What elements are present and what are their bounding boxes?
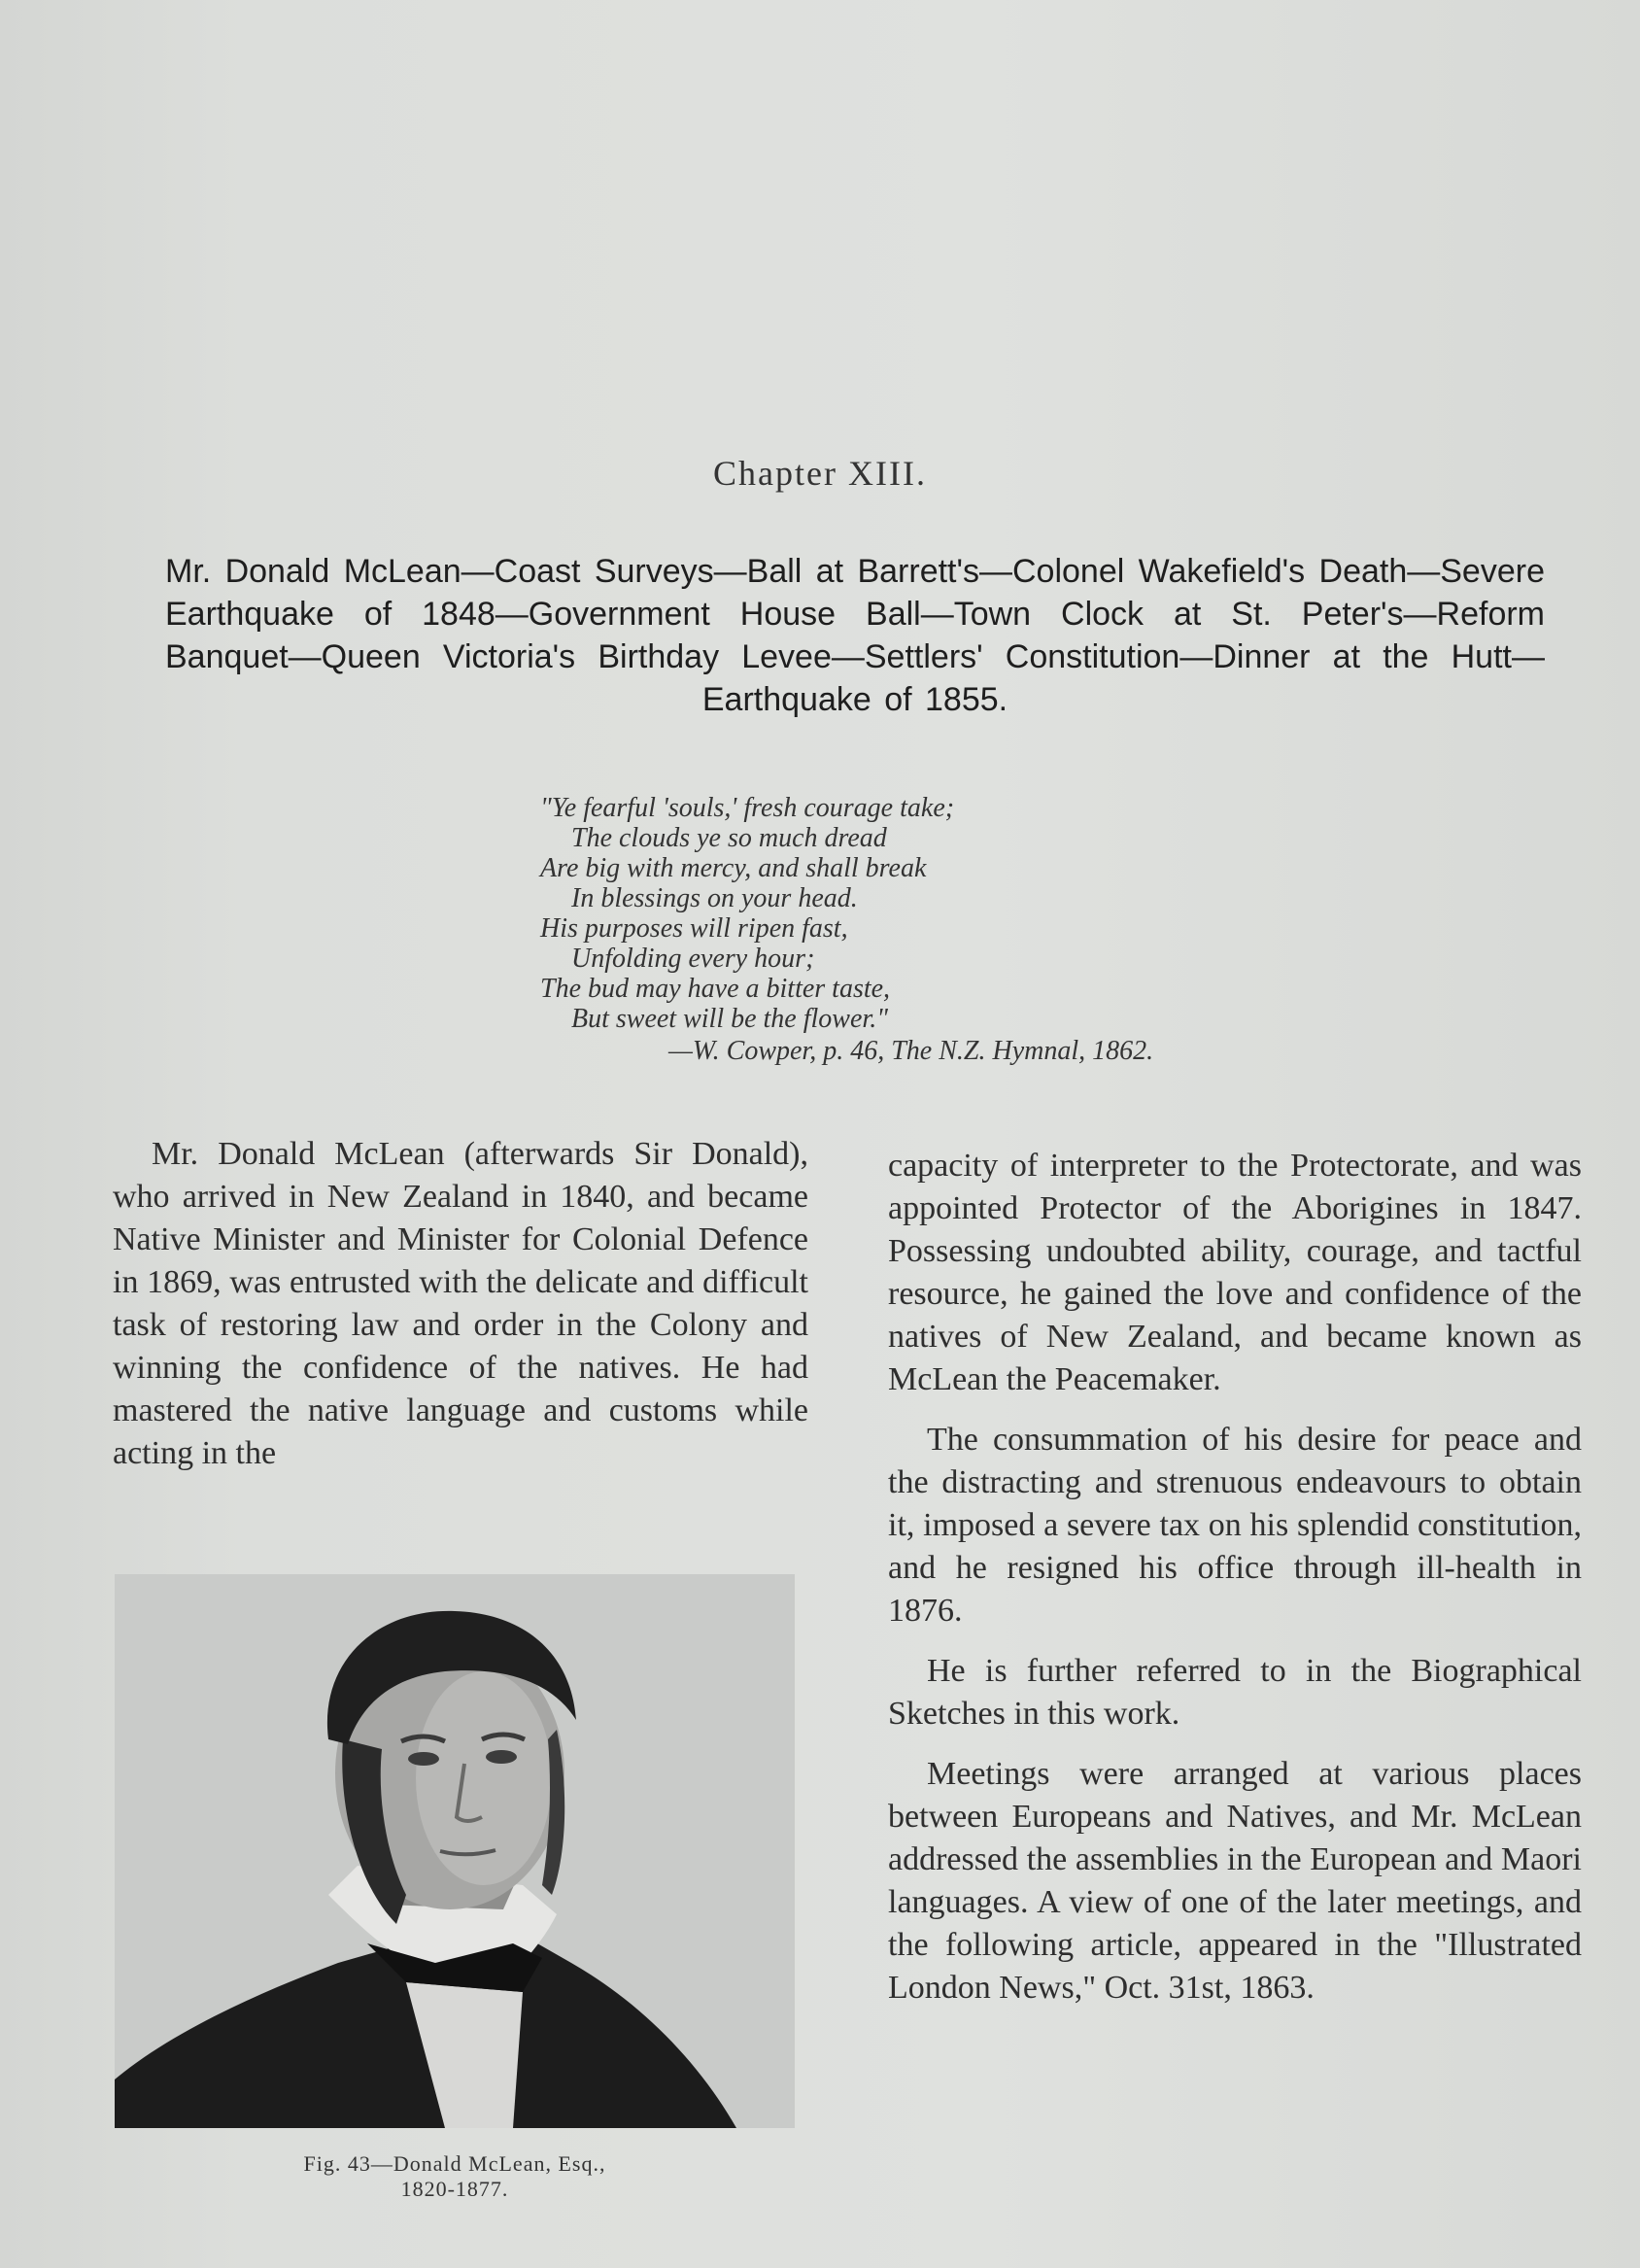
chapter-summary: Mr. Donald McLean—Coast Surveys—Ball at Barrett's—Colonel Wakefield's Death—Severe Earthquake of 1848—Government House Ball—Town Clock at St. Peter's—Reform Banquet—Queen Victoria's Birthday Levee—Settlers' Constitution—Dinner at the Hutt—Earthquake of 1855. xyxy=(165,553,1545,718)
epigraph-line: Unfolding every hour; xyxy=(571,944,815,974)
portrait-image xyxy=(115,1574,795,2128)
epigraph xyxy=(540,793,1337,1066)
chapter-heading: Chapter XIII. xyxy=(713,454,927,493)
epigraph-line: "Ye fearful 'souls,' fresh courage take; xyxy=(540,793,955,823)
body-paragraph: He is further referred to in the Biographical Sketches in this work. xyxy=(888,1653,1582,1732)
epigraph-line: The clouds ye so much dread xyxy=(571,823,887,853)
body-paragraph: Meetings were arranged at various places between Europeans and Natives, and Mr. McLean addressed the assemblies in the European and Maori languages. A view of one of the later meetings, and the following article, appeared in the "Illustrated London News," Oct. 31st, 1863. xyxy=(888,1756,1582,2006)
epigraph-line: His purposes will ripen fast, xyxy=(540,913,848,944)
epigraph-line: The bud may have a bitter taste, xyxy=(540,974,891,1004)
figure-caption-line: Fig. 43—Donald McLean, Esq., xyxy=(303,2151,606,2176)
left-column xyxy=(113,1133,808,1475)
right-column xyxy=(888,1145,1582,2027)
epigraph-line: Are big with mercy, and shall break xyxy=(540,853,927,883)
epigraph-line: In blessings on your head. xyxy=(571,883,858,913)
figure-caption xyxy=(115,2151,795,2202)
figure-caption-line: 1820-1877. xyxy=(400,2177,509,2201)
epigraph-line: But sweet will be the flower." xyxy=(571,1004,888,1034)
portrait-photo xyxy=(115,1574,795,2128)
body-paragraph: Mr. Donald McLean (afterwards Sir Donald), who arrived in New Zealand in 1840, and became Native Minister and Minister for Colonial Defence in 1869, was entrusted with the delicate and difficult task of restoring law and order in the Colony and winning the confidence of the natives. He had mastered the native language and customs while acting in the xyxy=(113,1136,808,1471)
body-paragraph: capacity of interpreter to the Protectorate, and was appointed Protector of the Aborigines in 1847. Possessing undoubted ability, courage, and tactful resource, he gained the love and confidence of the natives of New Zealand, and became known as McLean the Peacemaker. xyxy=(888,1148,1582,1397)
epigraph-attribution: —W. Cowper, p. 46, The N.Z. Hymnal, 1862. xyxy=(668,1036,1154,1066)
body-paragraph: The consummation of his desire for peace and the distracting and strenuous endeavours to obtain it, imposed a severe tax on his splendid constitution, and he resigned his office through ill-health in 1876. xyxy=(888,1422,1582,1629)
